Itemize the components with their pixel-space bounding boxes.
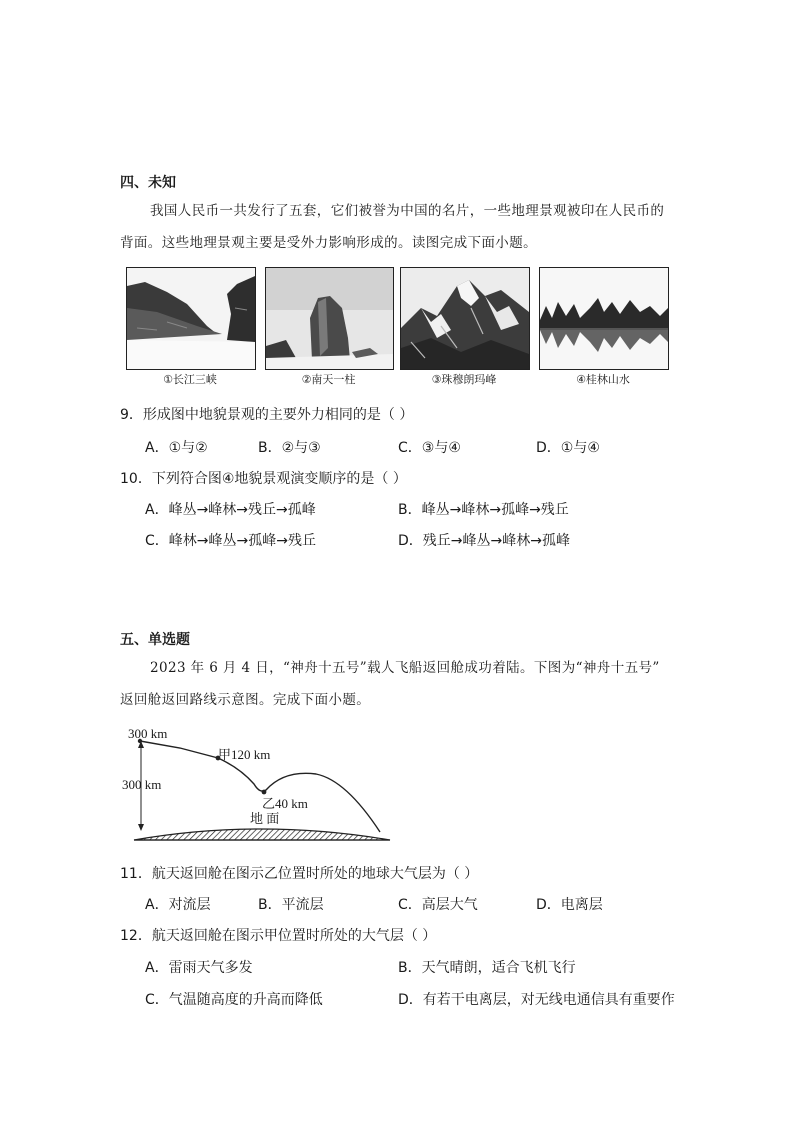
section-heading: 四、未知 xyxy=(120,175,176,191)
answer-option[interactable]: A．①与② xyxy=(145,440,208,456)
answer-option[interactable]: B．峰丛→峰林→孤峰→残丘 xyxy=(398,502,569,518)
photo-caption: ③珠穆朗玛峰 xyxy=(431,373,497,386)
ground-label: 地 面 xyxy=(250,811,280,826)
everest-photo xyxy=(400,267,530,370)
answer-option[interactable]: B．天气晴朗，适合飞机飞行 xyxy=(398,960,576,976)
answer-option[interactable]: C．③与④ xyxy=(398,440,461,456)
answer-option[interactable]: B．②与③ xyxy=(258,440,321,456)
ground-surface xyxy=(134,829,390,840)
answer-option[interactable]: C．高层大气 xyxy=(398,897,478,913)
answer-option[interactable]: A．雷雨天气多发 xyxy=(145,960,253,976)
return-route-diagram xyxy=(120,722,400,846)
question-stem: 12．航天返回舱在图示甲位置时所处的大气层（ ） xyxy=(120,928,437,944)
rock-pillar-photo xyxy=(265,267,394,370)
point-yi-label: 乙40 km xyxy=(262,796,308,811)
photo-caption: ①长江三峡 xyxy=(163,373,217,386)
answer-option[interactable]: D．有若干电离层，对无线电通信具有重要作 xyxy=(398,992,675,1008)
answer-option[interactable]: A．峰丛→峰林→残丘→孤峰 xyxy=(145,502,316,518)
section-heading: 五、单选题 xyxy=(120,632,190,648)
answer-option[interactable]: D．①与④ xyxy=(536,440,600,456)
height-label: 300 km xyxy=(122,777,162,792)
question-stem: 11．航天返回舱在图示乙位置时所处的地球大气层为（ ） xyxy=(120,866,479,882)
question-stem: 10．下列符合图④地貌景观演变顺序的是（ ） xyxy=(120,471,407,487)
intro-text-line: 我国人民币一共发行了五套，它们被誉为中国的名片，一些地理景观被印在人民币的 xyxy=(150,203,665,219)
intro-text-line: 2023 年 6 月 4 日，“神舟十五号”载人飞船返回舱成功着陆。下图为“神舟十五号” xyxy=(150,660,660,676)
answer-option[interactable]: C．气温随高度的升高而降低 xyxy=(145,992,323,1008)
karst-hills-photo xyxy=(539,267,669,370)
answer-option[interactable]: B．平流层 xyxy=(258,897,324,913)
intro-text-line: 背面。这些地理景观主要是受外力影响形成的。读图完成下面小题。 xyxy=(120,235,537,251)
photo-caption: ②南天一柱 xyxy=(301,373,356,386)
gorge-photo xyxy=(126,267,256,370)
answer-option[interactable]: C．峰林→峰丛→孤峰→残丘 xyxy=(145,533,316,549)
point-jia-label: 甲120 km xyxy=(218,747,271,762)
answer-option[interactable]: A．对流层 xyxy=(145,897,211,913)
question-stem: 9．形成图中地貌景观的主要外力相同的是（ ） xyxy=(120,407,414,423)
intro-text-line: 返回舱返回路线示意图。完成下面小题。 xyxy=(120,692,371,708)
photo-caption: ④桂林山水 xyxy=(576,373,630,386)
top-altitude-label: 300 km xyxy=(128,726,168,741)
answer-option[interactable]: D．电离层 xyxy=(536,897,603,913)
answer-option[interactable]: D．残丘→峰丛→峰林→孤峰 xyxy=(398,533,570,549)
